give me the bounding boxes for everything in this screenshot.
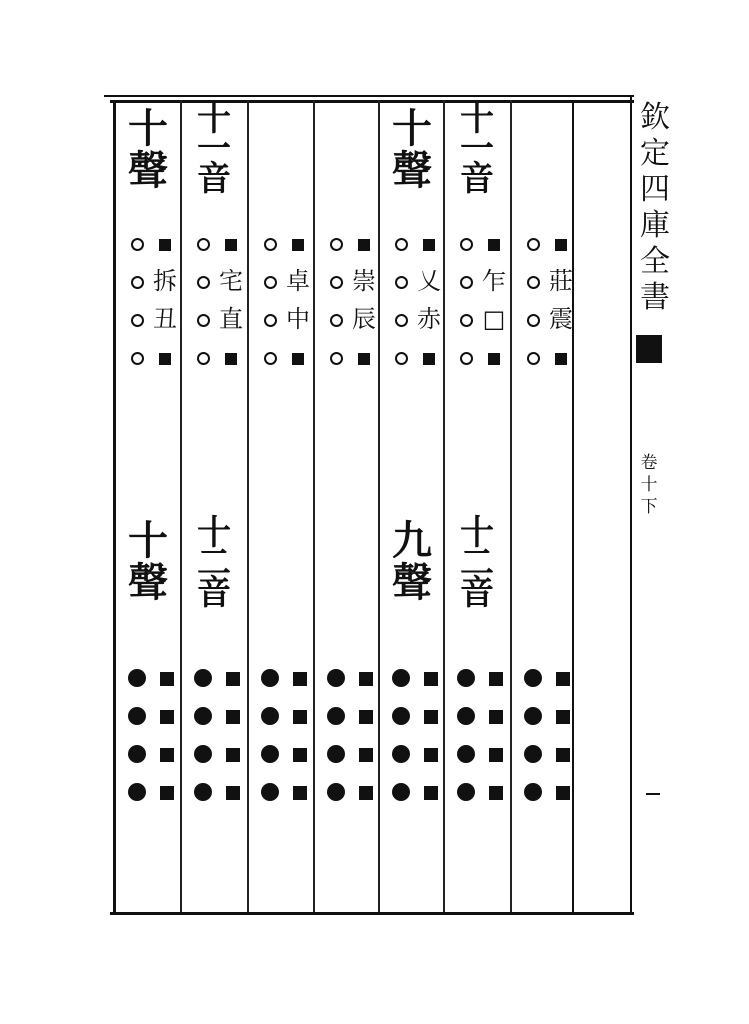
heading-char: 十 [197, 99, 231, 139]
lower-symbol-cell [255, 703, 285, 729]
lower-symbol-cell [351, 741, 381, 767]
open-circle-symbol [197, 238, 210, 251]
filled-dot-symbol [327, 745, 345, 763]
filled-square-symbol [293, 672, 307, 686]
title-char: 書 [640, 280, 670, 315]
lower-symbol-cell [416, 665, 446, 691]
rhyme-char-cell [150, 344, 180, 370]
open-circle-symbol [131, 238, 144, 251]
lower-symbol-cell [321, 779, 351, 805]
filled-square-symbol [160, 786, 174, 800]
heading-char: 十 [460, 513, 494, 553]
lower-symbol-cell [518, 741, 548, 767]
rhyme-char: 直 [219, 305, 243, 333]
top-heading [182, 99, 246, 199]
juan-label [638, 452, 660, 518]
rhyme-char: 辰 [352, 305, 376, 333]
lower-symbol-cell [152, 703, 182, 729]
table-column [180, 100, 248, 912]
filled-square-symbol [424, 672, 438, 686]
lower-symbol-cell [122, 779, 152, 805]
open-circle-cell [386, 230, 416, 256]
lower-symbol-cell [255, 779, 285, 805]
title-char: 四 [640, 172, 670, 207]
heading-char: 九 [392, 517, 432, 564]
lower-symbol-cell [518, 779, 548, 805]
open-circle-cell [255, 268, 285, 294]
lower-symbol-cell [255, 665, 285, 691]
bottom-heading [116, 517, 180, 606]
lower-symbol-cell [122, 741, 152, 767]
open-circle-symbol [460, 238, 473, 251]
open-circle-symbol [264, 352, 277, 365]
open-circle-symbol [197, 352, 210, 365]
lower-symbol-cell [548, 779, 578, 805]
open-circle-cell [451, 268, 481, 294]
open-circle-symbol [330, 352, 343, 365]
filled-dot-symbol [392, 669, 410, 687]
lower-symbol-cell [481, 741, 511, 767]
bottom-heading [445, 513, 509, 613]
filled-dot-symbol [327, 707, 345, 725]
open-circle-cell [451, 230, 481, 256]
filled-square-symbol [159, 353, 171, 365]
lower-symbol-cell [386, 703, 416, 729]
rhyme-char-cell [546, 230, 576, 256]
juan-char: 十 [640, 475, 658, 495]
filled-square-symbol [225, 239, 237, 251]
table-column [247, 100, 315, 912]
lower-symbol-cell [218, 703, 248, 729]
lower-symbol-cell [548, 703, 578, 729]
heading-char: 音 [460, 159, 494, 199]
lower-symbol-cell [321, 703, 351, 729]
open-circle-cell [321, 306, 351, 332]
filled-square-symbol [489, 786, 503, 800]
rhyme-char-cell [349, 306, 379, 332]
open-circle-symbol [197, 314, 210, 327]
rhyme-char-cell [414, 230, 444, 256]
fish-tail-mark [636, 335, 662, 363]
lower-symbol-cell [285, 779, 315, 805]
open-circle-cell [386, 306, 416, 332]
filled-square-symbol [489, 710, 503, 724]
bottom-rule [110, 912, 634, 915]
open-circle-cell [321, 230, 351, 256]
table-column [510, 100, 578, 912]
open-circle-cell [518, 268, 548, 294]
heading-char: 音 [460, 573, 494, 613]
title-char: 全 [640, 244, 670, 279]
open-circle-cell [255, 344, 285, 370]
open-circle-cell [122, 306, 152, 332]
rhyme-char: 崇 [352, 267, 376, 295]
filled-dot-symbol [261, 783, 279, 801]
bottom-heading [380, 517, 444, 606]
filled-square-symbol [555, 353, 567, 365]
rhyme-char-cell [546, 344, 576, 370]
open-circle-symbol [264, 276, 277, 289]
heading-char: 一 [197, 129, 231, 169]
filled-dot-symbol [327, 669, 345, 687]
open-circle-symbol [131, 314, 144, 327]
rhyme-char-cell [283, 344, 313, 370]
open-circle-symbol [330, 276, 343, 289]
heading-char: 一 [460, 129, 494, 169]
filled-square-symbol [359, 748, 373, 762]
juan-char: 卷 [640, 453, 658, 473]
lower-symbol-cell [451, 665, 481, 691]
filled-square-symbol [160, 672, 174, 686]
rhyme-char-cell [349, 344, 379, 370]
filled-square-symbol [293, 786, 307, 800]
lower-symbol-cell [481, 665, 511, 691]
filled-dot-symbol [457, 745, 475, 763]
open-circle-symbol [395, 276, 408, 289]
top-heading [445, 99, 509, 199]
lower-symbol-cell [285, 703, 315, 729]
lower-symbol-cell [321, 741, 351, 767]
open-circle-symbol [264, 314, 277, 327]
lower-symbol-cell [481, 703, 511, 729]
rhyme-char-cell [216, 344, 246, 370]
rhyme-char: 赤 [417, 305, 441, 333]
open-circle-cell [188, 306, 218, 332]
filled-square-symbol [292, 239, 304, 251]
filled-dot-symbol [128, 707, 146, 725]
lower-symbol-cell [416, 779, 446, 805]
lower-symbol-cell [218, 665, 248, 691]
top-heading [116, 105, 180, 194]
rhyme-char: □ [482, 305, 506, 333]
top-heading [380, 105, 444, 194]
rhyme-char-cell [349, 230, 379, 256]
filled-square-symbol [556, 786, 570, 800]
filled-square-symbol [423, 353, 435, 365]
filled-dot-symbol [392, 707, 410, 725]
open-circle-symbol [527, 352, 540, 365]
lower-symbol-cell [285, 665, 315, 691]
open-circle-symbol [460, 352, 473, 365]
lower-symbol-cell [122, 703, 152, 729]
bottom-heading [182, 513, 246, 613]
open-circle-cell [255, 230, 285, 256]
lower-symbol-cell [218, 779, 248, 805]
heading-char: 聲 [128, 147, 168, 194]
rhyme-char-cell [479, 306, 509, 332]
lower-symbol-cell [548, 741, 578, 767]
rhyme-char-cell [283, 306, 313, 332]
rhyme-char-cell [283, 268, 313, 294]
open-circle-symbol [330, 314, 343, 327]
heading-char: 聲 [392, 559, 432, 606]
filled-square-symbol [293, 748, 307, 762]
filled-square-symbol [159, 239, 171, 251]
open-circle-cell [255, 306, 285, 332]
heading-char: 十 [460, 99, 494, 139]
open-circle-cell [188, 230, 218, 256]
heading-char: 十 [197, 513, 231, 553]
lower-symbol-cell [386, 741, 416, 767]
rhyme-char: 丑 [153, 305, 177, 333]
lower-symbol-cell [416, 703, 446, 729]
open-circle-symbol [395, 352, 408, 365]
rhyme-char: 宅 [219, 267, 243, 295]
filled-dot-symbol [392, 745, 410, 763]
lower-symbol-cell [351, 779, 381, 805]
rhyme-char-cell [479, 230, 509, 256]
filled-dot-symbol [524, 707, 542, 725]
open-circle-cell [188, 268, 218, 294]
right-rule [630, 97, 632, 915]
filled-square-symbol [424, 710, 438, 724]
title-char: 庫 [640, 208, 670, 243]
lower-symbol-cell [518, 703, 548, 729]
open-circle-cell [122, 344, 152, 370]
lower-symbol-cell [351, 703, 381, 729]
open-circle-symbol [527, 238, 540, 251]
heading-char: 聲 [128, 559, 168, 606]
filled-square-symbol [424, 748, 438, 762]
filled-square-symbol [556, 672, 570, 686]
filled-dot-symbol [457, 669, 475, 687]
filled-dot-symbol [128, 745, 146, 763]
rhyme-char-cell [216, 268, 246, 294]
heading-char: 二 [460, 543, 494, 583]
lower-symbol-cell [481, 779, 511, 805]
open-circle-symbol [131, 276, 144, 289]
lower-symbol-cell [152, 779, 182, 805]
table-column [378, 100, 446, 912]
rhyme-char: 中 [286, 305, 310, 333]
heading-char: 十 [128, 517, 168, 564]
rhyme-char-cell [349, 268, 379, 294]
lower-symbol-cell [451, 779, 481, 805]
filled-dot-symbol [261, 745, 279, 763]
lower-symbol-cell [451, 741, 481, 767]
filled-dot-symbol [194, 745, 212, 763]
rhyme-char-cell [283, 230, 313, 256]
open-circle-symbol [460, 314, 473, 327]
lower-symbol-cell [188, 665, 218, 691]
book-title [640, 100, 670, 316]
filled-square-symbol [359, 710, 373, 724]
filled-dot-symbol [194, 669, 212, 687]
open-circle-cell [386, 344, 416, 370]
rhyme-char-cell [150, 306, 180, 332]
juan-char: 下 [640, 497, 658, 517]
filled-dot-symbol [327, 783, 345, 801]
filled-square-symbol [160, 748, 174, 762]
rhyme-char-cell [150, 268, 180, 294]
filled-square-symbol [555, 239, 567, 251]
filled-square-symbol [489, 748, 503, 762]
rhyme-char: 震 [549, 305, 573, 333]
lower-symbol-cell [451, 703, 481, 729]
open-circle-symbol [395, 238, 408, 251]
lower-symbol-cell [218, 741, 248, 767]
rhyme-char-cell [414, 306, 444, 332]
margin-tick [646, 793, 660, 795]
rhyme-char-cell [150, 230, 180, 256]
filled-dot-symbol [392, 783, 410, 801]
filled-square-symbol [556, 710, 570, 724]
rhyme-char: 乂 [417, 267, 441, 295]
open-circle-symbol [527, 276, 540, 289]
open-circle-cell [451, 344, 481, 370]
open-circle-cell [518, 344, 548, 370]
filled-square-symbol [226, 786, 240, 800]
filled-square-symbol [556, 748, 570, 762]
lower-symbol-cell [351, 665, 381, 691]
filled-dot-symbol [457, 707, 475, 725]
filled-dot-symbol [261, 707, 279, 725]
top-rule [104, 95, 634, 97]
filled-dot-symbol [524, 669, 542, 687]
filled-square-symbol [488, 353, 500, 365]
filled-dot-symbol [524, 745, 542, 763]
lower-symbol-cell [188, 779, 218, 805]
open-circle-cell [321, 344, 351, 370]
rhyme-char-cell [216, 230, 246, 256]
open-circle-cell [188, 344, 218, 370]
filled-square-symbol [225, 353, 237, 365]
open-circle-symbol [197, 276, 210, 289]
filled-dot-symbol [194, 707, 212, 725]
heading-char: 聲 [392, 147, 432, 194]
rhyme-char-cell [479, 268, 509, 294]
open-circle-symbol [131, 352, 144, 365]
table-column [443, 100, 511, 912]
open-circle-symbol [264, 238, 277, 251]
open-circle-symbol [330, 238, 343, 251]
filled-square-symbol [226, 672, 240, 686]
lower-symbol-cell [188, 703, 218, 729]
filled-square-symbol [424, 786, 438, 800]
filled-dot-symbol [194, 783, 212, 801]
filled-square-symbol [489, 672, 503, 686]
lower-symbol-cell [518, 665, 548, 691]
rhyme-char: 卓 [286, 267, 310, 295]
open-circle-cell [518, 306, 548, 332]
table-column [113, 100, 182, 912]
table-column [313, 100, 381, 912]
lower-symbol-cell [285, 741, 315, 767]
open-circle-cell [122, 230, 152, 256]
heading-char: 十 [128, 105, 168, 152]
open-circle-cell [386, 268, 416, 294]
lower-symbol-cell [386, 665, 416, 691]
filled-square-symbol [160, 710, 174, 724]
filled-square-symbol [423, 239, 435, 251]
open-circle-symbol [460, 276, 473, 289]
lower-symbol-cell [386, 779, 416, 805]
heading-char: 音 [197, 159, 231, 199]
lower-symbol-cell [152, 741, 182, 767]
heading-char: 十 [392, 105, 432, 152]
heading-char: 音 [197, 573, 231, 613]
lower-symbol-cell [321, 665, 351, 691]
open-circle-cell [321, 268, 351, 294]
filled-dot-symbol [128, 669, 146, 687]
title-char: 定 [640, 136, 670, 171]
filled-square-symbol [226, 748, 240, 762]
lower-symbol-cell [188, 741, 218, 767]
lower-symbol-cell [548, 665, 578, 691]
lower-symbol-cell [122, 665, 152, 691]
open-circle-cell [518, 230, 548, 256]
rhyme-char-cell [414, 344, 444, 370]
filled-square-symbol [292, 353, 304, 365]
filled-dot-symbol [128, 783, 146, 801]
filled-dot-symbol [261, 669, 279, 687]
open-circle-symbol [395, 314, 408, 327]
rhyme-char-cell [479, 344, 509, 370]
open-circle-cell [451, 306, 481, 332]
heading-char: 二 [197, 543, 231, 583]
rhyme-char: 拆 [153, 267, 177, 295]
rhyme-char: 莊 [549, 267, 573, 295]
filled-dot-symbol [524, 783, 542, 801]
filled-square-symbol [488, 239, 500, 251]
title-char: 欽 [640, 100, 670, 135]
rhyme-char-cell [546, 268, 576, 294]
filled-square-symbol [226, 710, 240, 724]
rhyme-char-cell [216, 306, 246, 332]
filled-square-symbol [359, 672, 373, 686]
rhyme-char: 乍 [482, 267, 506, 295]
filled-dot-symbol [457, 783, 475, 801]
rhyme-char-cell [546, 306, 576, 332]
filled-square-symbol [293, 710, 307, 724]
open-circle-symbol [527, 314, 540, 327]
lower-symbol-cell [255, 741, 285, 767]
rhyme-char-cell [414, 268, 444, 294]
open-circle-cell [122, 268, 152, 294]
filled-square-symbol [358, 239, 370, 251]
filled-square-symbol [359, 786, 373, 800]
lower-symbol-cell [152, 665, 182, 691]
filled-square-symbol [358, 353, 370, 365]
lower-symbol-cell [416, 741, 446, 767]
